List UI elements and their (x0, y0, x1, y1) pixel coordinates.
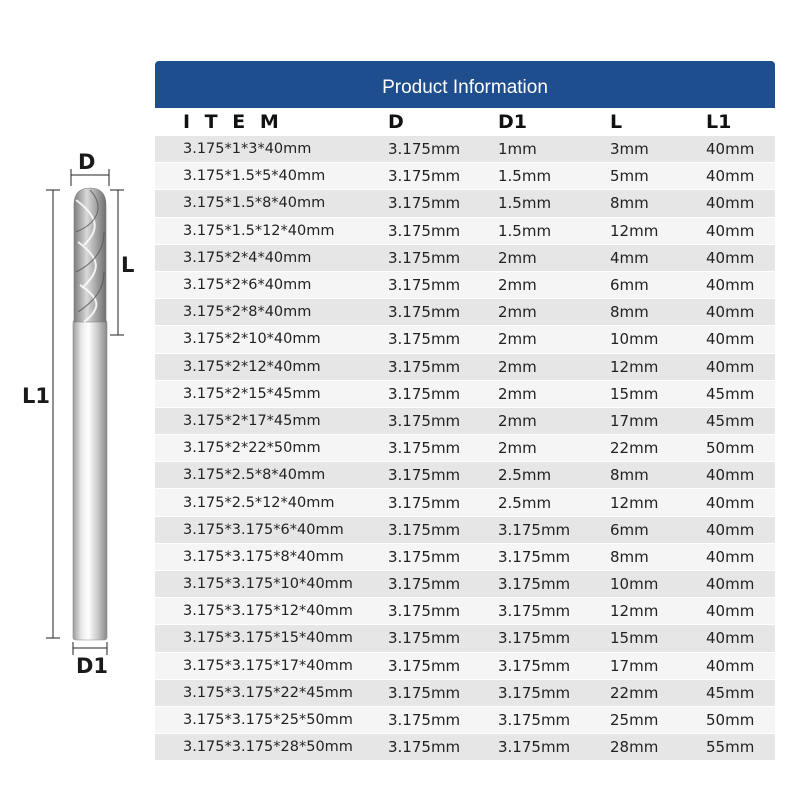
cell-l: 4mm (582, 244, 678, 271)
cell-l: 12mm (582, 353, 678, 380)
cell-d1: 2.5mm (470, 462, 582, 489)
cell-d: 3.175mm (360, 462, 470, 489)
cell-item: 3.175*1*3*40mm (155, 136, 360, 163)
cell-l: 8mm (582, 462, 678, 489)
cell-d1: 1mm (470, 136, 582, 163)
cell-item: 3.175*2.5*12*40mm (155, 489, 360, 516)
table-row (155, 571, 775, 598)
cell-l1: 50mm (678, 706, 775, 733)
cell-d: 3.175mm (360, 435, 470, 462)
cell-d: 3.175mm (360, 190, 470, 217)
table-row (155, 163, 775, 190)
cell-l: 8mm (582, 543, 678, 570)
cell-l1: 40mm (678, 516, 775, 543)
cell-d: 3.175mm (360, 299, 470, 326)
cell-item: 3.175*3.175*8*40mm (155, 543, 360, 570)
cell-l1: 40mm (678, 489, 775, 516)
table-title-row (155, 61, 775, 108)
cell-item: 3.175*1.5*5*40mm (155, 163, 360, 190)
cell-l1: 40mm (678, 136, 775, 163)
table-body (155, 136, 775, 761)
table-row (155, 353, 775, 380)
cell-l1: 40mm (678, 462, 775, 489)
cell-d: 3.175mm (360, 163, 470, 190)
cell-item: 3.175*3.175*17*40mm (155, 652, 360, 679)
label-d: D (78, 150, 96, 174)
cell-d: 3.175mm (360, 516, 470, 543)
cell-item: 3.175*3.175*25*50mm (155, 706, 360, 733)
cell-l: 15mm (582, 625, 678, 652)
header-l: L (582, 108, 678, 136)
cell-l: 10mm (582, 571, 678, 598)
cell-l: 3mm (582, 136, 678, 163)
cell-item: 3.175*3.175*28*50mm (155, 734, 360, 761)
cell-d: 3.175mm (360, 489, 470, 516)
table-row (155, 244, 775, 271)
cell-l: 8mm (582, 299, 678, 326)
cell-l1: 40mm (678, 598, 775, 625)
cell-l1: 40mm (678, 163, 775, 190)
cell-l1: 55mm (678, 734, 775, 761)
cell-item: 3.175*2*15*45mm (155, 380, 360, 407)
cell-l: 17mm (582, 652, 678, 679)
table-row (155, 407, 775, 434)
cell-l1: 45mm (678, 679, 775, 706)
cell-l: 12mm (582, 489, 678, 516)
cell-d1: 2mm (470, 271, 582, 298)
tool-shank (73, 320, 107, 640)
cell-d1: 3.175mm (470, 516, 582, 543)
cell-d1: 3.175mm (470, 652, 582, 679)
cell-d1: 3.175mm (470, 543, 582, 570)
cell-l1: 40mm (678, 571, 775, 598)
cell-item: 3.175*2*12*40mm (155, 353, 360, 380)
cell-item: 3.175*2.5*8*40mm (155, 462, 360, 489)
header-l1: L1 (678, 108, 775, 136)
table-row (155, 598, 775, 625)
cell-d: 3.175mm (360, 217, 470, 244)
cell-d: 3.175mm (360, 679, 470, 706)
cell-l1: 50mm (678, 435, 775, 462)
cell-l1: 40mm (678, 625, 775, 652)
cell-l: 12mm (582, 598, 678, 625)
cell-item: 3.175*2*22*50mm (155, 435, 360, 462)
cell-item: 3.175*1.5*12*40mm (155, 217, 360, 244)
cell-d: 3.175mm (360, 244, 470, 271)
cell-l: 22mm (582, 435, 678, 462)
cell-d1: 2mm (470, 407, 582, 434)
cell-d1: 3.175mm (470, 679, 582, 706)
table-row (155, 706, 775, 733)
cell-l1: 40mm (678, 652, 775, 679)
label-l: L (121, 253, 135, 277)
cell-d: 3.175mm (360, 598, 470, 625)
cell-d: 3.175mm (360, 652, 470, 679)
cell-d: 3.175mm (360, 625, 470, 652)
cell-d1: 1.5mm (470, 163, 582, 190)
cell-d: 3.175mm (360, 734, 470, 761)
table-row (155, 625, 775, 652)
label-d1: D1 (76, 654, 109, 678)
cell-d: 3.175mm (360, 326, 470, 353)
table-title: Product Information (155, 61, 775, 108)
header-item: I T E M (155, 108, 360, 136)
cell-item: 3.175*2*8*40mm (155, 299, 360, 326)
header-d: D (360, 108, 470, 136)
cell-d1: 2mm (470, 244, 582, 271)
table-row (155, 380, 775, 407)
cell-l1: 40mm (678, 353, 775, 380)
table-row (155, 543, 775, 570)
cell-l: 22mm (582, 679, 678, 706)
table-row (155, 136, 775, 163)
table-row (155, 734, 775, 761)
cell-d: 3.175mm (360, 571, 470, 598)
cell-l1: 40mm (678, 190, 775, 217)
cell-d1: 2mm (470, 299, 582, 326)
cell-d: 3.175mm (360, 271, 470, 298)
cell-item: 3.175*2*17*45mm (155, 407, 360, 434)
cell-item: 3.175*3.175*6*40mm (155, 516, 360, 543)
table-row (155, 217, 775, 244)
cell-l1: 40mm (678, 244, 775, 271)
label-l1: L1 (22, 384, 50, 408)
cell-item: 3.175*3.175*15*40mm (155, 625, 360, 652)
cell-l: 12mm (582, 217, 678, 244)
cell-d1: 3.175mm (470, 734, 582, 761)
cell-d1: 3.175mm (470, 625, 582, 652)
table-header-row (155, 108, 775, 136)
cell-l1: 40mm (678, 271, 775, 298)
cell-l: 25mm (582, 706, 678, 733)
cell-l1: 40mm (678, 299, 775, 326)
cell-l1: 40mm (678, 217, 775, 244)
table-row (155, 679, 775, 706)
cell-l: 6mm (582, 516, 678, 543)
table-row (155, 190, 775, 217)
cell-d1: 3.175mm (470, 598, 582, 625)
table-row (155, 271, 775, 298)
cell-d: 3.175mm (360, 136, 470, 163)
table-row (155, 299, 775, 326)
cell-item: 3.175*2*10*40mm (155, 326, 360, 353)
cell-l: 17mm (582, 407, 678, 434)
cell-d1: 2mm (470, 435, 582, 462)
header-d1: D1 (470, 108, 582, 136)
cell-l1: 40mm (678, 543, 775, 570)
cell-d1: 2mm (470, 326, 582, 353)
table-row (155, 489, 775, 516)
table-row (155, 326, 775, 353)
cell-item: 3.175*3.175*22*45mm (155, 679, 360, 706)
table-row (155, 435, 775, 462)
cell-l1: 45mm (678, 380, 775, 407)
cell-d: 3.175mm (360, 543, 470, 570)
cell-l: 8mm (582, 190, 678, 217)
table-row (155, 652, 775, 679)
cell-l: 5mm (582, 163, 678, 190)
cell-d1: 1.5mm (470, 190, 582, 217)
cell-d1: 1.5mm (470, 217, 582, 244)
cell-item: 3.175*2*4*40mm (155, 244, 360, 271)
cell-l: 28mm (582, 734, 678, 761)
cell-d: 3.175mm (360, 706, 470, 733)
cell-d1: 2mm (470, 353, 582, 380)
cell-item: 3.175*3.175*12*40mm (155, 598, 360, 625)
table-row (155, 462, 775, 489)
cell-d: 3.175mm (360, 407, 470, 434)
product-information-table (155, 61, 775, 760)
cell-l: 6mm (582, 271, 678, 298)
cell-d1: 3.175mm (470, 571, 582, 598)
cell-d1: 2mm (470, 380, 582, 407)
cell-item: 3.175*2*6*40mm (155, 271, 360, 298)
cell-d: 3.175mm (360, 353, 470, 380)
table-row (155, 516, 775, 543)
cell-d: 3.175mm (360, 380, 470, 407)
cell-l1: 45mm (678, 407, 775, 434)
cell-item: 3.175*3.175*10*40mm (155, 571, 360, 598)
dimension-l1-marker (46, 190, 60, 638)
cell-l1: 40mm (678, 326, 775, 353)
cell-l: 15mm (582, 380, 678, 407)
cell-d1: 2.5mm (470, 489, 582, 516)
cell-l: 10mm (582, 326, 678, 353)
cell-d1: 3.175mm (470, 706, 582, 733)
cell-item: 3.175*1.5*8*40mm (155, 190, 360, 217)
